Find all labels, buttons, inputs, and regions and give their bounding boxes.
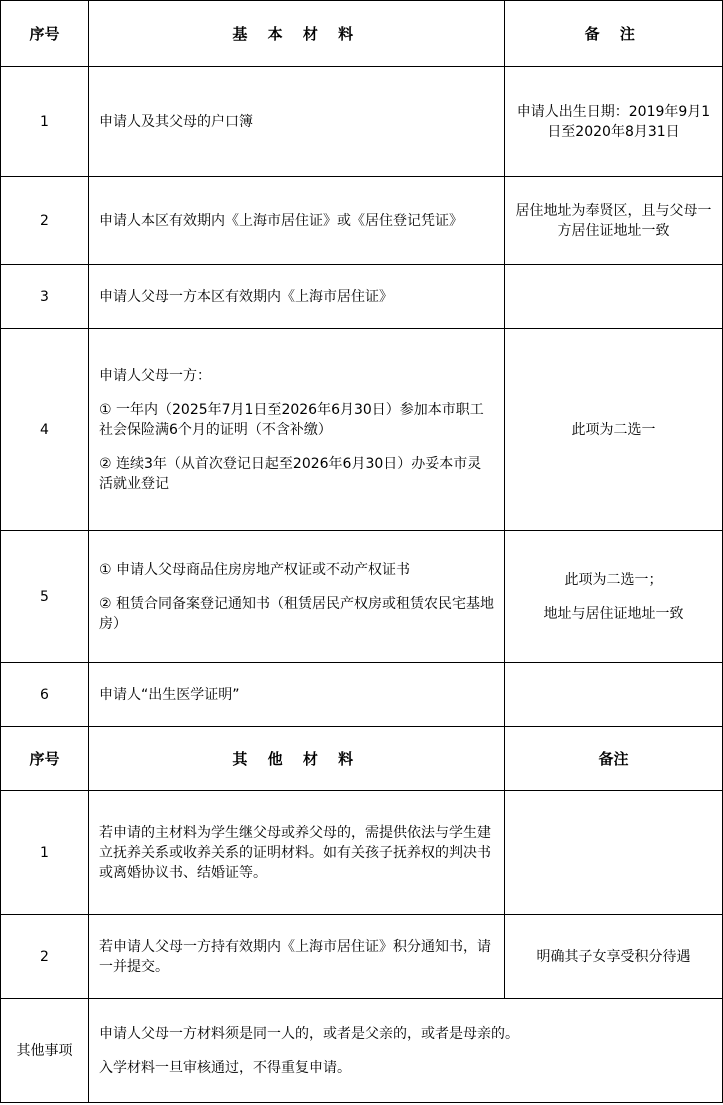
table-row <box>1 329 723 531</box>
note-line: 此项为二选一 <box>571 421 656 438</box>
note-text <box>505 265 723 329</box>
note-line: 申请人出生日期：2019年9月1日至2020年8月31日 <box>516 103 711 140</box>
row-number: 2 <box>1 915 89 999</box>
material-text <box>89 531 505 663</box>
note-text <box>505 531 723 663</box>
row-number: 4 <box>1 329 89 531</box>
note-line: 居住地址为奉贤区，且与父母一方居住证地址一致 <box>515 202 712 239</box>
table-row <box>1 663 723 727</box>
table-row <box>1 531 723 663</box>
misc-line: 入学材料一旦审核通过，不得重复申请。 <box>99 1059 351 1076</box>
note-text <box>505 67 723 177</box>
material-line: 申请人本区有效期内《上海市居住证》或《居住登记凭证》 <box>99 212 463 229</box>
table-row <box>1 915 723 999</box>
header-material: 其 他 材 料 <box>89 727 505 791</box>
material-line: 若申请的主材料为学生继父母或养父母的，需提供依法与学生建立抚养关系或收养关系的证明材料。如有关孩子抚养权的判决书或离婚协议书、结婚证等。 <box>99 824 491 881</box>
material-line: 申请人父母一方： <box>99 367 211 384</box>
row-number: 3 <box>1 265 89 329</box>
header-row-basic <box>1 1 723 67</box>
misc-text <box>89 999 723 1103</box>
material-text <box>89 177 505 265</box>
material-line: 申请人父母一方本区有效期内《上海市居住证》 <box>99 288 393 305</box>
material-text <box>89 329 505 531</box>
row-number: 5 <box>1 531 89 663</box>
material-line: ② 连续3年（从首次登记日起至2026年6月30日）办妥本市灵活就业登记 <box>99 455 482 492</box>
row-number: 2 <box>1 177 89 265</box>
table-row <box>1 791 723 915</box>
material-text <box>89 663 505 727</box>
note-text <box>505 329 723 531</box>
misc-label: 其他事项 <box>1 999 89 1103</box>
table-row <box>1 265 723 329</box>
table-row <box>1 177 723 265</box>
row-number: 1 <box>1 67 89 177</box>
material-line: ① 一年内（2025年7月1日至2026年6月30日）参加本市职工社会保险满6个月的证明（不含补缴） <box>99 401 484 438</box>
note-line: 明确其子女享受积分待遇 <box>536 948 691 965</box>
note-line: 此项为二选一； <box>564 571 663 588</box>
header-note: 备注 <box>505 727 723 791</box>
material-text <box>89 915 505 999</box>
note-text <box>505 915 723 999</box>
header-row-other <box>1 727 723 791</box>
header-material: 基 本 材 料 <box>89 1 505 67</box>
material-line: 若申请人父母一方持有效期内《上海市居住证》积分通知书，请一并提交。 <box>99 938 491 975</box>
note-text <box>505 663 723 727</box>
header-note: 备 注 <box>505 1 723 67</box>
header-no: 序号 <box>1 1 89 67</box>
misc-line: 申请人父母一方材料须是同一人的，或者是父亲的，或者是母亲的。 <box>99 1025 519 1042</box>
table-row <box>1 67 723 177</box>
note-line: 地址与居住证地址一致 <box>543 605 684 622</box>
row-number: 1 <box>1 791 89 915</box>
material-line: ② 租赁合同备案登记通知书（租赁居民产权房或租赁农民宅基地房） <box>99 595 494 632</box>
material-text <box>89 265 505 329</box>
row-number: 6 <box>1 663 89 727</box>
material-text <box>89 67 505 177</box>
note-text <box>505 791 723 915</box>
material-text <box>89 791 505 915</box>
header-no: 序号 <box>1 727 89 791</box>
note-text <box>505 177 723 265</box>
material-line: 申请人及其父母的户口簿 <box>99 113 253 130</box>
material-line: ① 申请人父母商品住房房地产权证或不动产权证书 <box>99 561 410 578</box>
material-line: 申请人“出生医学证明” <box>99 686 240 703</box>
misc-row <box>1 999 723 1103</box>
